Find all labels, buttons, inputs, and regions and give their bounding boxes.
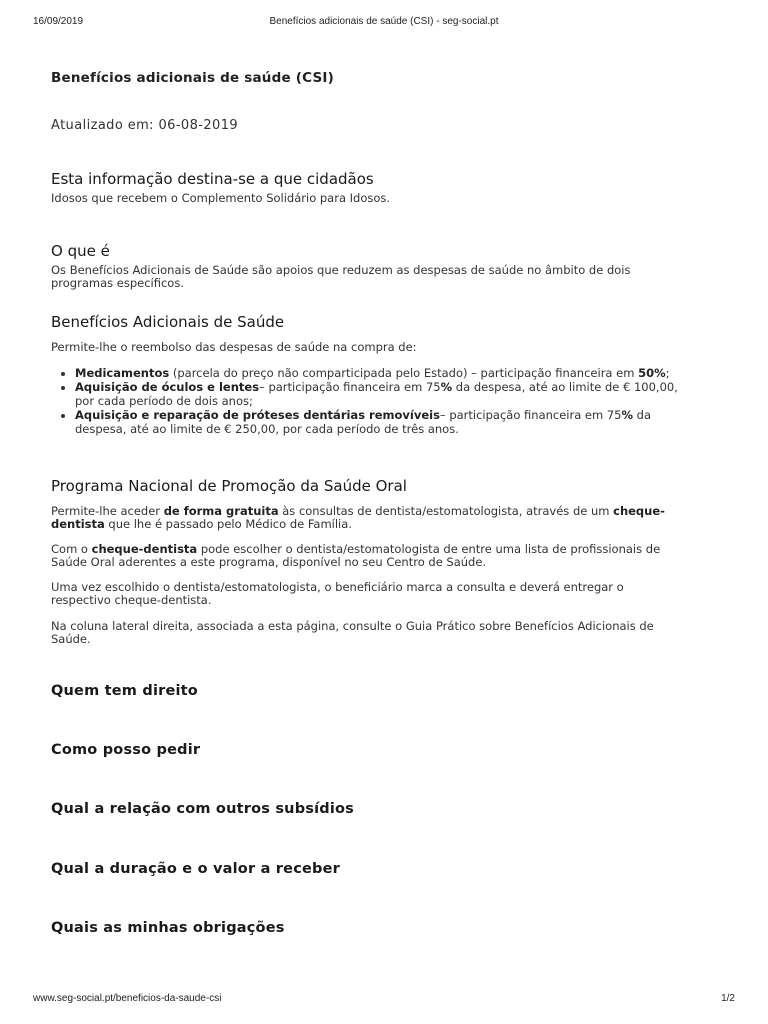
item-text: (parcela do preço não comparticipada pelo Estado) – participação financeira em bbox=[169, 366, 639, 380]
p2-text-end: pode escolher o dentista/estomatologista de entre uma lista de profissionais de Saúde Oral aderentes a este programa, disponível no seu Centro de Saúde. bbox=[51, 542, 661, 569]
item-text-end: ; bbox=[665, 366, 670, 380]
list-item bbox=[75, 366, 695, 380]
list-item bbox=[75, 380, 695, 408]
p2-text: Com o bbox=[51, 542, 92, 556]
section-relacao-subsidios[interactable]: Qual a relação com outros subsídios bbox=[51, 801, 355, 817]
p1-text: às consultas de dentista/estomatologista, através de um bbox=[278, 504, 614, 518]
text-o-que-e-line1: Os Benefícios Adicionais de Saúde são apoios que reduzem as despesas de saúde no âmbito de dois bbox=[51, 263, 631, 277]
updated-date: Atualizado em: 06-08-2019 bbox=[51, 118, 239, 133]
text-beneficios-intro: Permite-lhe o reembolso das despesas de saúde na compra de: bbox=[51, 340, 417, 354]
text-programa-p2 bbox=[51, 543, 681, 569]
p2-strong-cheque: cheque-dentista bbox=[91, 542, 198, 556]
section-como-posso-pedir[interactable]: Como posso pedir bbox=[51, 742, 201, 758]
p1-text: Permite-lhe aceder bbox=[51, 504, 164, 518]
p1-strong: de forma gratuita bbox=[163, 504, 279, 518]
item-strong-value: % bbox=[440, 380, 453, 394]
heading-destina: Esta informação destina-se a que cidadãos bbox=[51, 170, 374, 188]
heading-programa: Programa Nacional de Promoção da Saúde Oral bbox=[51, 477, 407, 495]
p1-text-end: que lhe é passado pelo Médico de Família. bbox=[104, 517, 352, 531]
item-strong: Medicamentos bbox=[75, 366, 170, 380]
item-text-end: da despesa, até ao limite de € 100,00, por cada período de dois anos; bbox=[75, 380, 678, 408]
item-strong: Aquisição e reparação de próteses dentárias removíveis bbox=[75, 408, 440, 422]
p1-strong-cheque: cheque-dentista bbox=[51, 504, 665, 531]
item-strong-value: % bbox=[621, 408, 634, 422]
section-duracao-valor[interactable]: Qual a duração e o valor a receber bbox=[51, 861, 340, 877]
section-quem-tem-direito[interactable]: Quem tem direito bbox=[51, 683, 198, 699]
benefits-list bbox=[51, 366, 695, 436]
page-title: Benefícios adicionais de saúde (CSI) bbox=[51, 70, 334, 86]
text-programa-p3: Uma vez escolhido o dentista/estomatologista, o beneficiário marca a consulta e deverá entregar o respectivo cheque-dentista. bbox=[51, 580, 624, 607]
heading-o-que-e: O que é bbox=[51, 242, 110, 260]
list-item bbox=[75, 408, 695, 436]
text-o-que-e-line2: programas específicos. bbox=[51, 276, 184, 290]
item-strong: Aquisição de óculos e lentes bbox=[75, 380, 260, 394]
print-footer-page: 1/2 bbox=[721, 993, 735, 1004]
text-destina: Idosos que recebem o Complemento Solidário para Idosos. bbox=[51, 191, 391, 205]
section-obrigacoes[interactable]: Quais as minhas obrigações bbox=[51, 920, 285, 936]
print-header-title: Benefícios adicionais de saúde (CSI) - seg-social.pt bbox=[269, 16, 499, 27]
print-header-date: 16/09/2019 bbox=[33, 16, 84, 27]
heading-beneficios: Benefícios Adicionais de Saúde bbox=[51, 313, 285, 331]
text-programa-p1 bbox=[51, 505, 681, 531]
item-text: – participação financeira em 75 bbox=[439, 408, 622, 422]
print-footer-url: www.seg-social.pt/beneficios-da-saude-csi bbox=[33, 993, 222, 1004]
item-strong-value: 50% bbox=[638, 366, 666, 380]
text-o-que-e bbox=[51, 264, 681, 290]
text-programa-p4: Na coluna lateral direita, associada a esta página, consulte o Guia Prático sobre Benefícios Adicionais de Saúde. bbox=[51, 619, 654, 646]
item-text-end: da despesa, até ao limite de € 250,00, por cada período de três anos. bbox=[75, 408, 652, 436]
item-text: – participação financeira em 75 bbox=[259, 380, 441, 394]
